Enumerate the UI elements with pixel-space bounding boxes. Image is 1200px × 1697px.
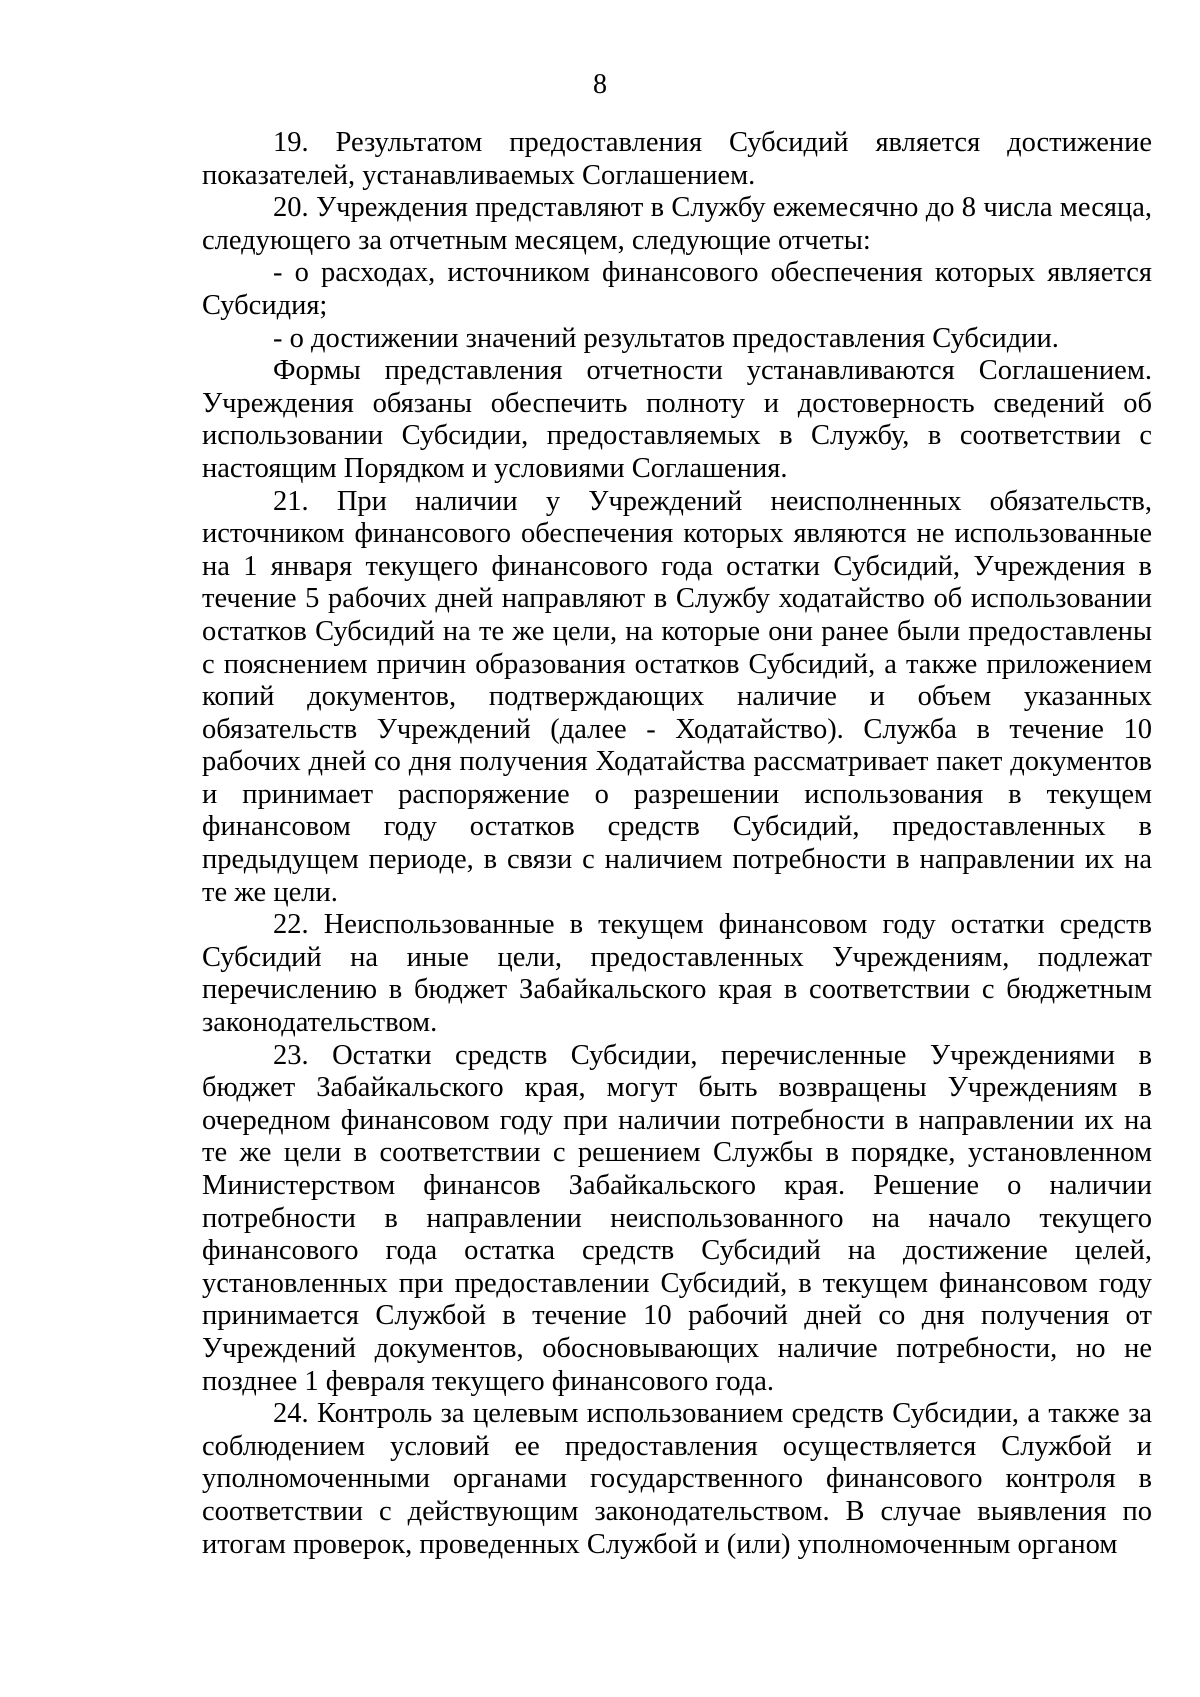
paragraph-24: 24. Контроль за целевым использованием средств Субсидии, а также за соблюдением условий ее предоставления осуществляется Службой и уполномоченными органами государственного финансового контроля в соответствии с действующим законодательством. В случае выявления по итогам проверок, проведенных Службой и (или) уполномоченным органом <box>202 1398 1152 1560</box>
paragraph-22: 22. Неиспользованные в текущем финансовом году остатки средств Субсидий на иные цели, предоставленных Учреждениям, подлежат перечислению в бюджет Забайкальского края в соответствии с бюджетным законодательством. <box>202 909 1152 1039</box>
paragraph-19: 19. Результатом предоставления Субсидий является достижение показателей, устанавливаемых Соглашением. <box>202 127 1152 191</box>
paragraph-report-forms: Формы представления отчетности устанавливаются Соглашением. Учреждения обязаны обеспечить полноту и достоверность сведений об использовании Субсидии, предоставляемых в Службу, в соответствии с настоящим Порядком и условиями Соглашения. <box>202 355 1152 484</box>
paragraph-20-item-results: - о достижении значений результатов предоставления Субсидии. <box>273 322 1059 354</box>
paragraph-23: 23. Остатки средств Субсидии, перечисленные Учреждениями в бюджет Забайкальского края, могут быть возвращены Учреждениям в очередном финансовом году при наличии потребности в направлении их на те же цели в соответствии с решением Службы в порядке, установленном Министерством финансов Забайкальского края. Решение о наличии потребности в направлении неиспользованного на начало текущего финансового года остатка средств Субсидий на достижение целей, установленных при предоставлении Субсидий, в текущем финансовом году принимается Службой в течение 10 рабочий дней со дня получения от Учреждений документов, обосновывающих наличие потребности, но не позднее 1 февраля текущего финансового года. <box>202 1039 1152 1397</box>
paragraph-20: 20. Учреждения представляют в Службу ежемесячно до 8 числа месяца, следующего за отчетным месяцем, следующие отчеты: <box>202 192 1152 256</box>
document-body <box>202 127 1152 1561</box>
paragraph-20-item-expenses: - о расходах, источником финансового обеспечения которых является Субсидия; <box>202 257 1152 321</box>
page-number: 8 <box>593 69 607 100</box>
paragraph-21: 21. При наличии у Учреждений неисполненных обязательств, источником финансового обеспечения которых являются не использованные на 1 января текущего финансового года остатки Субсидий, Учреждения в течение 5 рабочих дней направляют в Службу ходатайство об использовании остатков Субсидий на те же цели, на которые они ранее были предоставлены с пояснением причин образования остатков Субсидий, а также приложением копий документов, подтверждающих наличие и объем указанных обязательств Учреждений (далее - Ходатайство). Служба в течение 10 рабочих дней со дня получения Ходатайства рассматривает пакет документов и принимает распоряжение о разрешении использования в текущем финансовом году остатков средств Субсидий, предоставленных в предыдущем периоде, в связи с наличием потребности в направлении их на те же цели. <box>202 485 1152 908</box>
